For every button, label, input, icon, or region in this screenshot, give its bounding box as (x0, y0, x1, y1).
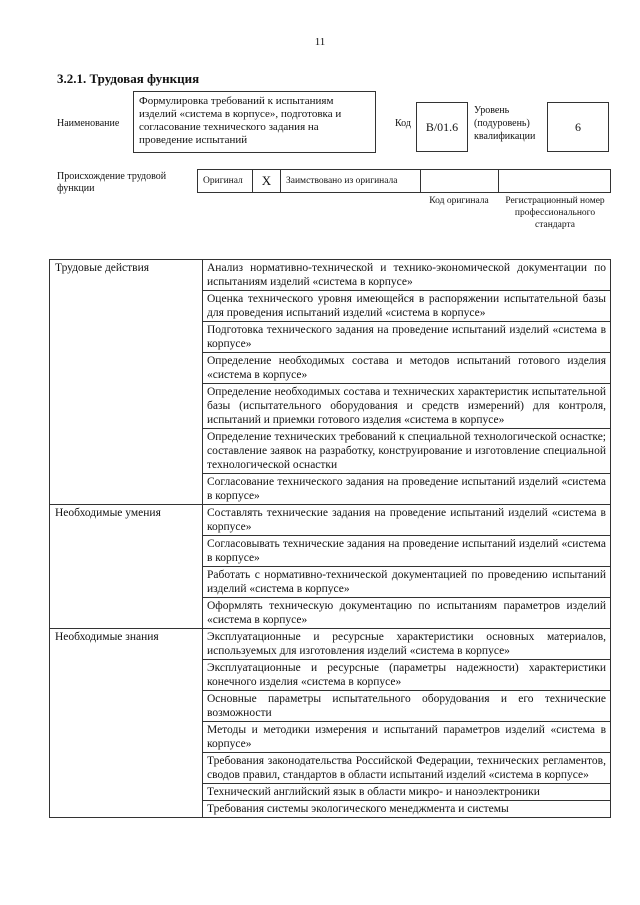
code-caption: Код оригинала (429, 196, 489, 206)
item-cell: Определение необходимых состава и методов испытаний готового изделия «система в корпусе» (203, 353, 611, 384)
item-cell: Эксплуатационные и ресурсные (параметры надежности) характеристики конечного изделия «система в корпусе» (203, 660, 611, 691)
borrowed-label-cell (281, 169, 421, 193)
item-cell: Составлять технические задания на проведение испытаний изделий «система в корпусе» (203, 505, 611, 536)
origin-code-cell (421, 169, 499, 193)
item-cell: Работать с нормативно-технической документацией по проведению испытаний изделий «система в корпусе» (203, 567, 611, 598)
level-value-box: 6 (547, 102, 609, 152)
competency-table-body (50, 260, 611, 818)
competency-table (49, 259, 611, 818)
original-label-cell (197, 169, 253, 193)
original-mark-cell (253, 169, 281, 193)
item-cell: Согласовывать технические задания на проведение испытаний изделий «система в корпусе» (203, 536, 611, 567)
table-row (50, 260, 611, 291)
name-label: Наименование (57, 118, 120, 129)
item-cell: Методы и методики измерения и испытаний параметров изделий «система в корпусе» (203, 722, 611, 753)
item-cell: Технический английский язык в области микро- и наноэлектроники (203, 784, 611, 801)
origin-reg-cell (499, 169, 611, 193)
category-cell: Необходимые знания (50, 629, 203, 818)
origin-row (197, 169, 611, 193)
code-value-box: B/01.6 (416, 102, 468, 152)
item-cell: Подготовка технического задания на проведение испытаний изделий «система в корпусе» (203, 322, 611, 353)
table-row (50, 629, 611, 660)
category-cell: Необходимые умения (50, 505, 203, 629)
section-title: 3.2.1. Трудовая функция (57, 71, 200, 86)
item-cell: Оформлять техническую документацию по испытаниям параметров изделий «система в корпусе» (203, 598, 611, 629)
item-cell: Основные параметры испытательного оборудования и его технические возможности (203, 691, 611, 722)
borrowed-label: Заимствовано из оригинала (286, 176, 398, 186)
item-cell: Согласование технического задания на проведение испытаний изделий «система в корпусе» (203, 474, 611, 505)
origin-label: Происхождение трудовой функции (57, 171, 167, 194)
item-cell: Определение технических требований к специальной технологической оснастке; составление заявок на разработку, конструирование и изготовление специальной технологической оснастки (203, 429, 611, 474)
function-name-box: Формулировка требований к испытаниям изделий «система в корпусе», подготовка и согласование технического задания на проведение испытаний (133, 91, 376, 153)
item-cell: Определение необходимых состава и технических характеристик испытательной базы (испытательного оборудования и средств измерений) для контроля, испытаний и приемки готового изделия «система в корпусе» (203, 384, 611, 429)
code-label: Код (395, 118, 411, 129)
item-cell: Эксплуатационные и ресурсные характеристики основных материалов, используемых для изготовления изделий «система в корпусе» (203, 629, 611, 660)
original-mark: X (261, 173, 272, 188)
category-cell: Трудовые действия (50, 260, 203, 505)
item-cell: Требования законодательства Российской Федерации, технических регламентов, сводов правил, стандартов в области испытаний изделий «система в корпусе» (203, 753, 611, 784)
original-label: Оригинал (203, 176, 243, 186)
item-cell: Требования системы экологического менеджмента и системы (203, 801, 611, 818)
table-row (50, 505, 611, 536)
reg-caption: Регистрационный номер профессионального стандарта (505, 196, 605, 230)
level-label: Уровень (подуровень) квалификации (474, 105, 536, 142)
item-cell: Анализ нормативно-технической и технико-экономической документации по испытаниям изделий «система в корпусе» (203, 260, 611, 291)
item-cell: Оценка технического уровня имеющейся в распоряжении испытательной базы для проведения испытаний изделий «система в корпусе» (203, 291, 611, 322)
page-number: 11 (314, 36, 326, 48)
